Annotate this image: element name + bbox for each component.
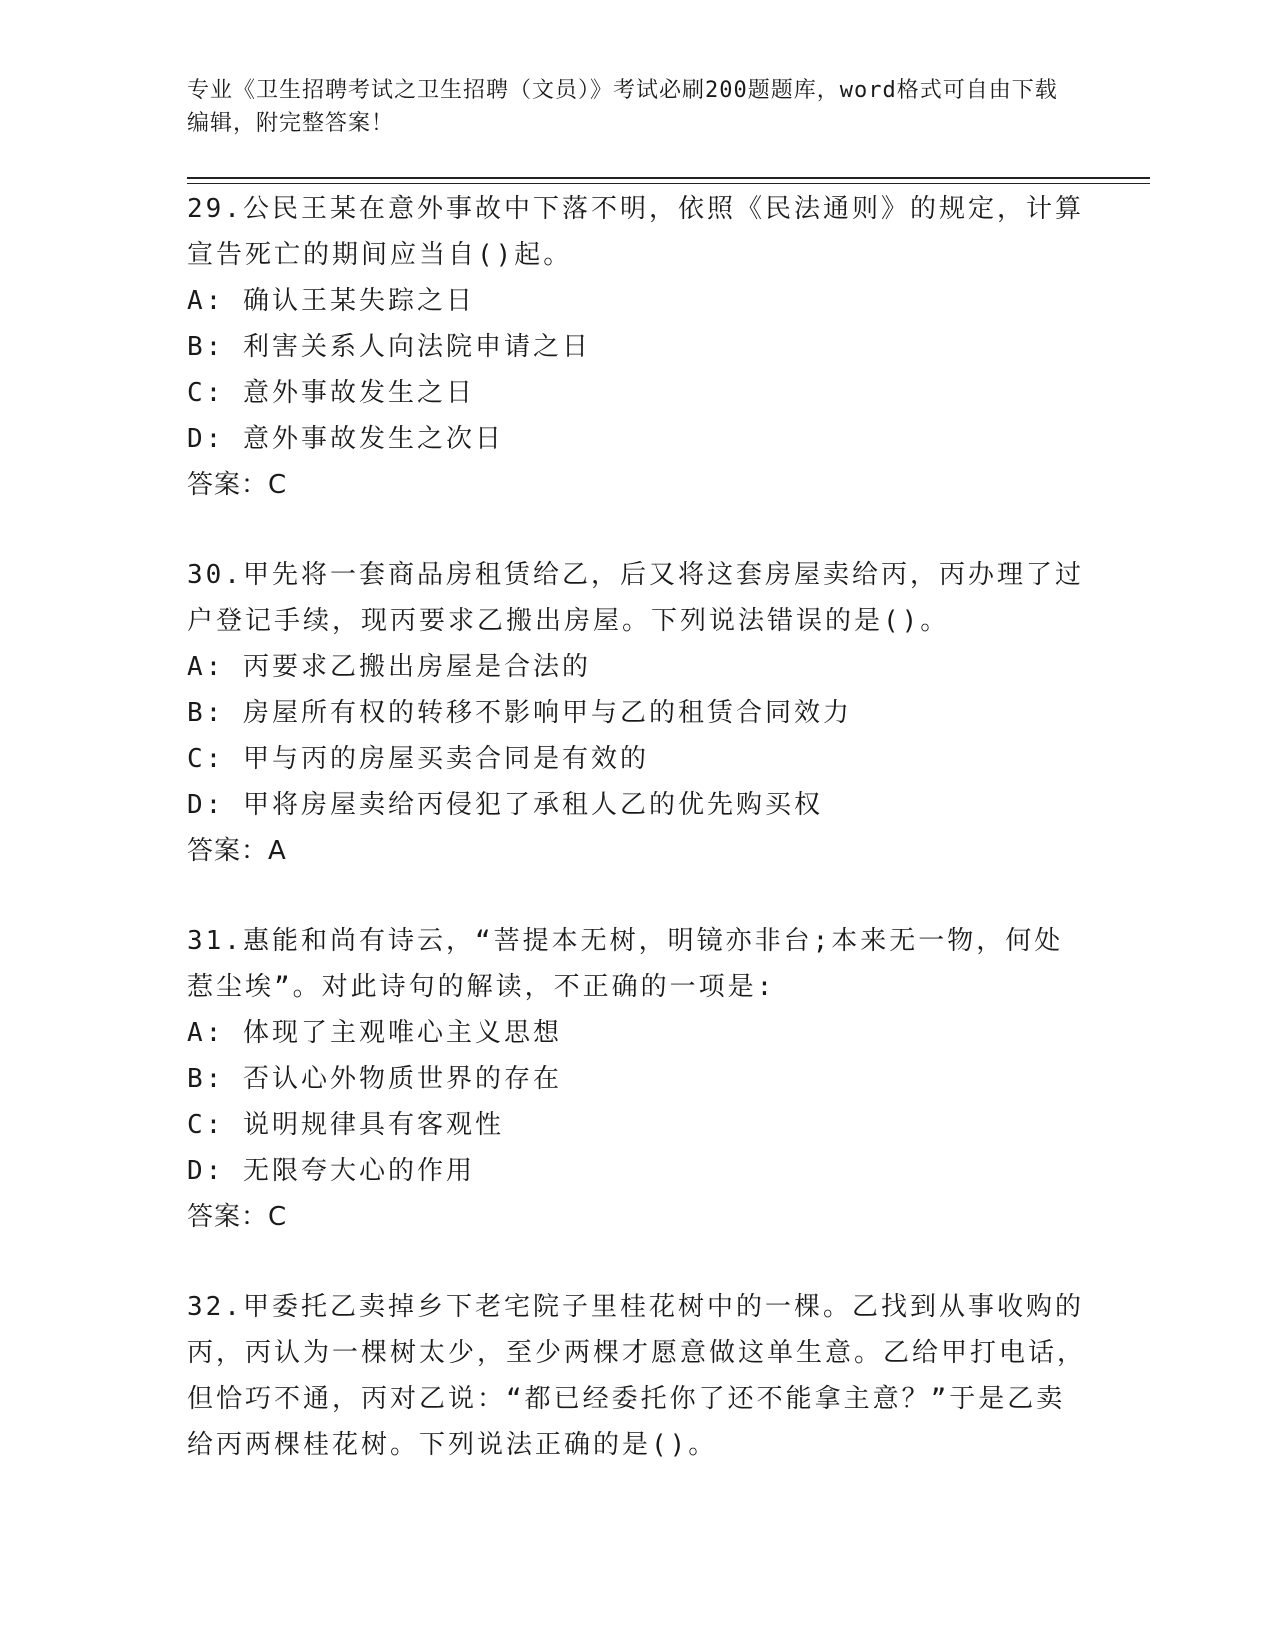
option-d: D: 甲将房屋卖给丙侵犯了承租人乙的优先购买权	[187, 790, 823, 820]
option-a: A: 丙要求乙搬出房屋是合法的	[187, 652, 591, 682]
answer-label: 答案：C	[187, 1202, 288, 1232]
answer-label: 答案：C	[187, 470, 288, 500]
question-stem: 30.甲先将一套商品房租赁给乙，后又将这套房屋卖给丙，丙办理了过户登记手续，现丙要求乙搬出房屋。下列说法错误的是()。	[187, 560, 1084, 636]
option-a: A: 确认王某失踪之日	[187, 286, 475, 316]
question-32	[187, 1284, 1087, 1468]
option-c: C: 甲与丙的房屋买卖合同是有效的	[187, 744, 649, 774]
option-b: B: 否认心外物质世界的存在	[187, 1064, 562, 1094]
option-d: D: 意外事故发生之次日	[187, 424, 504, 454]
question-30	[187, 552, 1087, 874]
page-header: 专业《卫生招聘考试之卫生招聘（文员）》考试必刷200题题库，word格式可自由下载编辑，附完整答案！	[187, 78, 1058, 136]
answer-label: 答案：A	[187, 836, 287, 866]
header-rule-thick	[187, 177, 1150, 179]
question-spacer	[187, 508, 1087, 552]
question-spacer	[187, 1240, 1087, 1284]
header-rule-thin	[187, 183, 1150, 184]
option-d: D: 无限夸大心的作用	[187, 1156, 475, 1186]
question-31	[187, 918, 1087, 1240]
option-a: A: 体现了主观唯心主义思想	[187, 1018, 562, 1048]
question-spacer	[187, 874, 1087, 918]
question-29	[187, 186, 1087, 508]
question-stem: 31.惠能和尚有诗云，“菩提本无树，明镜亦非台;本来无一物，何处惹尘埃”。对此诗句的解读，不正确的一项是:	[187, 926, 1064, 1002]
question-stem: 29.公民王某在意外事故中下落不明，依照《民法通则》的规定，计算宣告死亡的期间应当自()起。	[187, 194, 1084, 270]
option-b: B: 利害关系人向法院申请之日	[187, 332, 591, 362]
option-c: C: 说明规律具有客观性	[187, 1110, 504, 1140]
question-list	[187, 186, 1087, 1468]
question-stem: 32.甲委托乙卖掉乡下老宅院子里桂花树中的一棵。乙找到从事收购的丙，丙认为一棵树太少，至少两棵才愿意做这单生意。乙给甲打电话，但恰巧不通，丙对乙说：“都已经委托你了还不能拿主意？”于是乙卖给丙两棵桂花树。下列说法正确的是()。	[187, 1292, 1087, 1460]
option-c: C: 意外事故发生之日	[187, 378, 475, 408]
option-b: B: 房屋所有权的转移不影响甲与乙的租赁合同效力	[187, 698, 852, 728]
